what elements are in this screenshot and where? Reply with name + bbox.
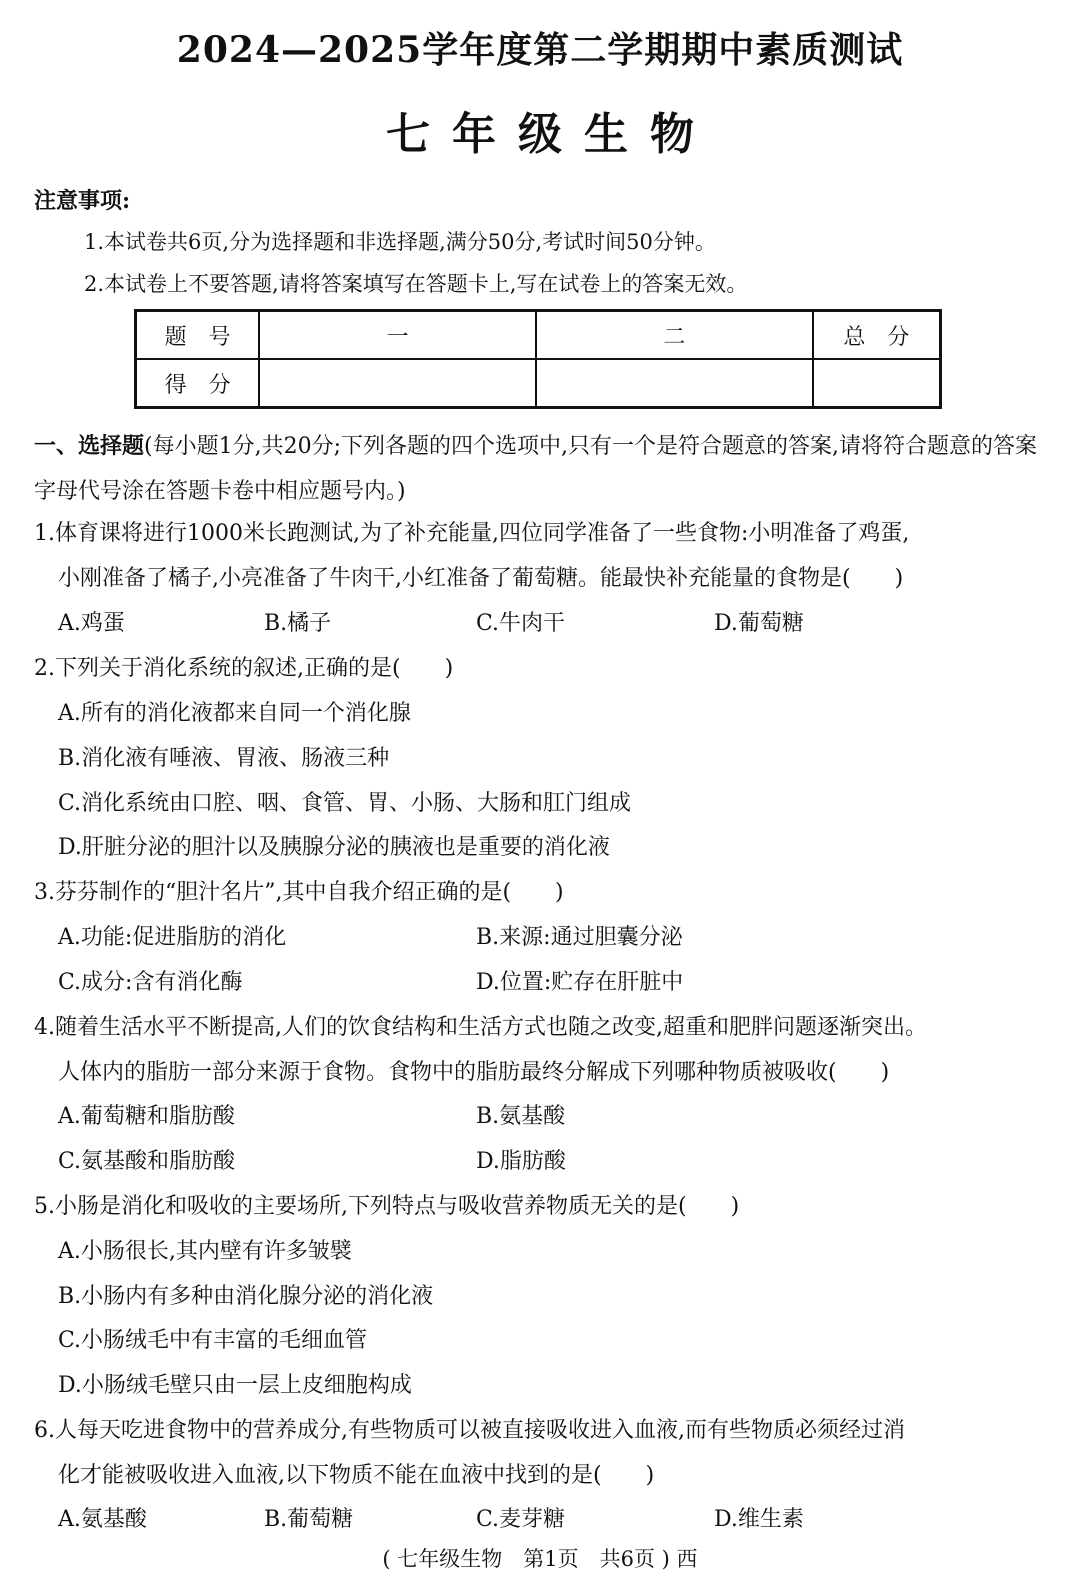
score-header-part1: 一 — [259, 311, 536, 360]
question-4-option-a: A.葡萄糖和脂肪酸 — [58, 1104, 235, 1129]
question-6-option-c: C.麦芽糖 — [476, 1507, 566, 1532]
question-3-option-b: B.来源:通过胆囊分泌 — [476, 925, 683, 950]
notice-heading: 注意事项: — [34, 188, 131, 214]
notice-item-1: 1.本试卷共6页,分为选择题和非选择题,满分50分,考试时间50分钟。 — [84, 230, 716, 254]
section-1-heading — [34, 424, 1046, 514]
question-4-stem-line-1: 4.随着生活水平不断提高,人们的饮食结构和生活方式也随之改变,超重和肥胖问题逐渐突出。 — [34, 1015, 927, 1040]
question-5-option-d: D.小肠绒毛壁只由一层上皮细胞构成 — [58, 1373, 412, 1398]
score-cell-part2 — [536, 359, 813, 408]
question-2-option-c: C.消化系统由口腔、咽、食管、胃、小肠、大肠和肛门组成 — [58, 791, 632, 816]
notice-item-2: 2.本试卷上不要答题,请将答案填写在答题卡上,写在试卷上的答案无效。 — [84, 272, 748, 296]
question-5-option-c: C.小肠绒毛中有丰富的毛细血管 — [58, 1328, 368, 1353]
score-table — [134, 309, 942, 409]
score-cell-part1 — [259, 359, 536, 408]
question-3-option-c: C.成分:含有消化酶 — [58, 970, 243, 995]
question-2-stem: 2.下列关于消化系统的叙述,正确的是( ) — [34, 656, 454, 681]
subject-title: 七年级生物 — [386, 109, 716, 160]
page-footer: ( 七年级生物 第1页 共6页 ) 西 — [382, 1547, 698, 1571]
question-4-option-b: B.氨基酸 — [476, 1104, 566, 1129]
question-1-option-a: A.鸡蛋 — [58, 611, 125, 636]
score-header-label: 题号 — [136, 311, 260, 360]
question-5-option-a: A.小肠很长,其内壁有许多皱襞 — [58, 1239, 352, 1264]
question-3-stem: 3.芬芬制作的“胆汁名片”,其中自我介绍正确的是( ) — [34, 880, 564, 905]
question-5-option-b: B.小肠内有多种由消化腺分泌的消化液 — [58, 1284, 434, 1309]
score-table-header-row — [136, 311, 941, 360]
question-5-stem: 5.小肠是消化和吸收的主要场所,下列特点与吸收营养物质无关的是( ) — [34, 1194, 740, 1219]
question-1-stem-line-2: 小刚准备了橘子,小亮准备了牛肉干,小红准备了葡萄糖。能最快补充能量的食物是( ) — [58, 566, 904, 591]
question-3-option-a: A.功能:促进脂肪的消化 — [58, 925, 287, 950]
score-table-score-row — [136, 359, 941, 408]
question-1-option-b: B.橘子 — [264, 611, 332, 636]
score-row-label: 得分 — [136, 359, 260, 408]
question-6-option-b: B.葡萄糖 — [264, 1507, 354, 1532]
question-6-option-d: D.维生素 — [714, 1507, 804, 1532]
question-2-option-b: B.消化液有唾液、胃液、肠液三种 — [58, 746, 390, 771]
question-3-option-d: D.位置:贮存在肝脏中 — [476, 970, 684, 995]
question-4-option-c: C.氨基酸和脂肪酸 — [58, 1149, 236, 1174]
question-1-option-d: D.葡萄糖 — [714, 611, 804, 636]
score-header-part2: 二 — [536, 311, 813, 360]
question-2-option-d: D.肝脏分泌的胆汁以及胰腺分泌的胰液也是重要的消化液 — [58, 835, 610, 860]
question-6-stem-line-1: 6.人每天吃进食物中的营养成分,有些物质可以被直接吸收进入血液,而有些物质必须经过消 — [34, 1418, 905, 1443]
section-1-instruction: (每小题1分,共20分;下列各题的四个选项中,只有一个是符合题意的答案,请将符合题意的答案字母代号涂在答题卡卷中相应题号内。) — [34, 434, 1037, 504]
question-2-option-a: A.所有的消化液都来自同一个消化腺 — [58, 701, 411, 726]
score-cell-total — [813, 359, 941, 408]
section-1-label: 一、选择题 — [34, 433, 145, 459]
question-1-option-c: C.牛肉干 — [476, 611, 566, 636]
question-4-stem-line-2: 人体内的脂肪一部分来源于食物。食物中的脂肪最终分解成下列哪种物质被吸收( ) — [58, 1060, 890, 1085]
score-header-total: 总分 — [813, 311, 941, 360]
question-6-option-a: A.氨基酸 — [58, 1507, 147, 1532]
question-4-option-d: D.脂肪酸 — [476, 1149, 566, 1174]
question-6-stem-line-2: 化才能被吸收进入血液,以下物质不能在血液中找到的是( ) — [58, 1463, 655, 1488]
exam-title: 2024—2025学年度第二学期期中素质测试 — [176, 29, 904, 71]
question-1-stem-line-1: 1.体育课将进行1000米长跑测试,为了补充能量,四位同学准备了一些食物:小明准备了鸡蛋, — [34, 521, 910, 546]
